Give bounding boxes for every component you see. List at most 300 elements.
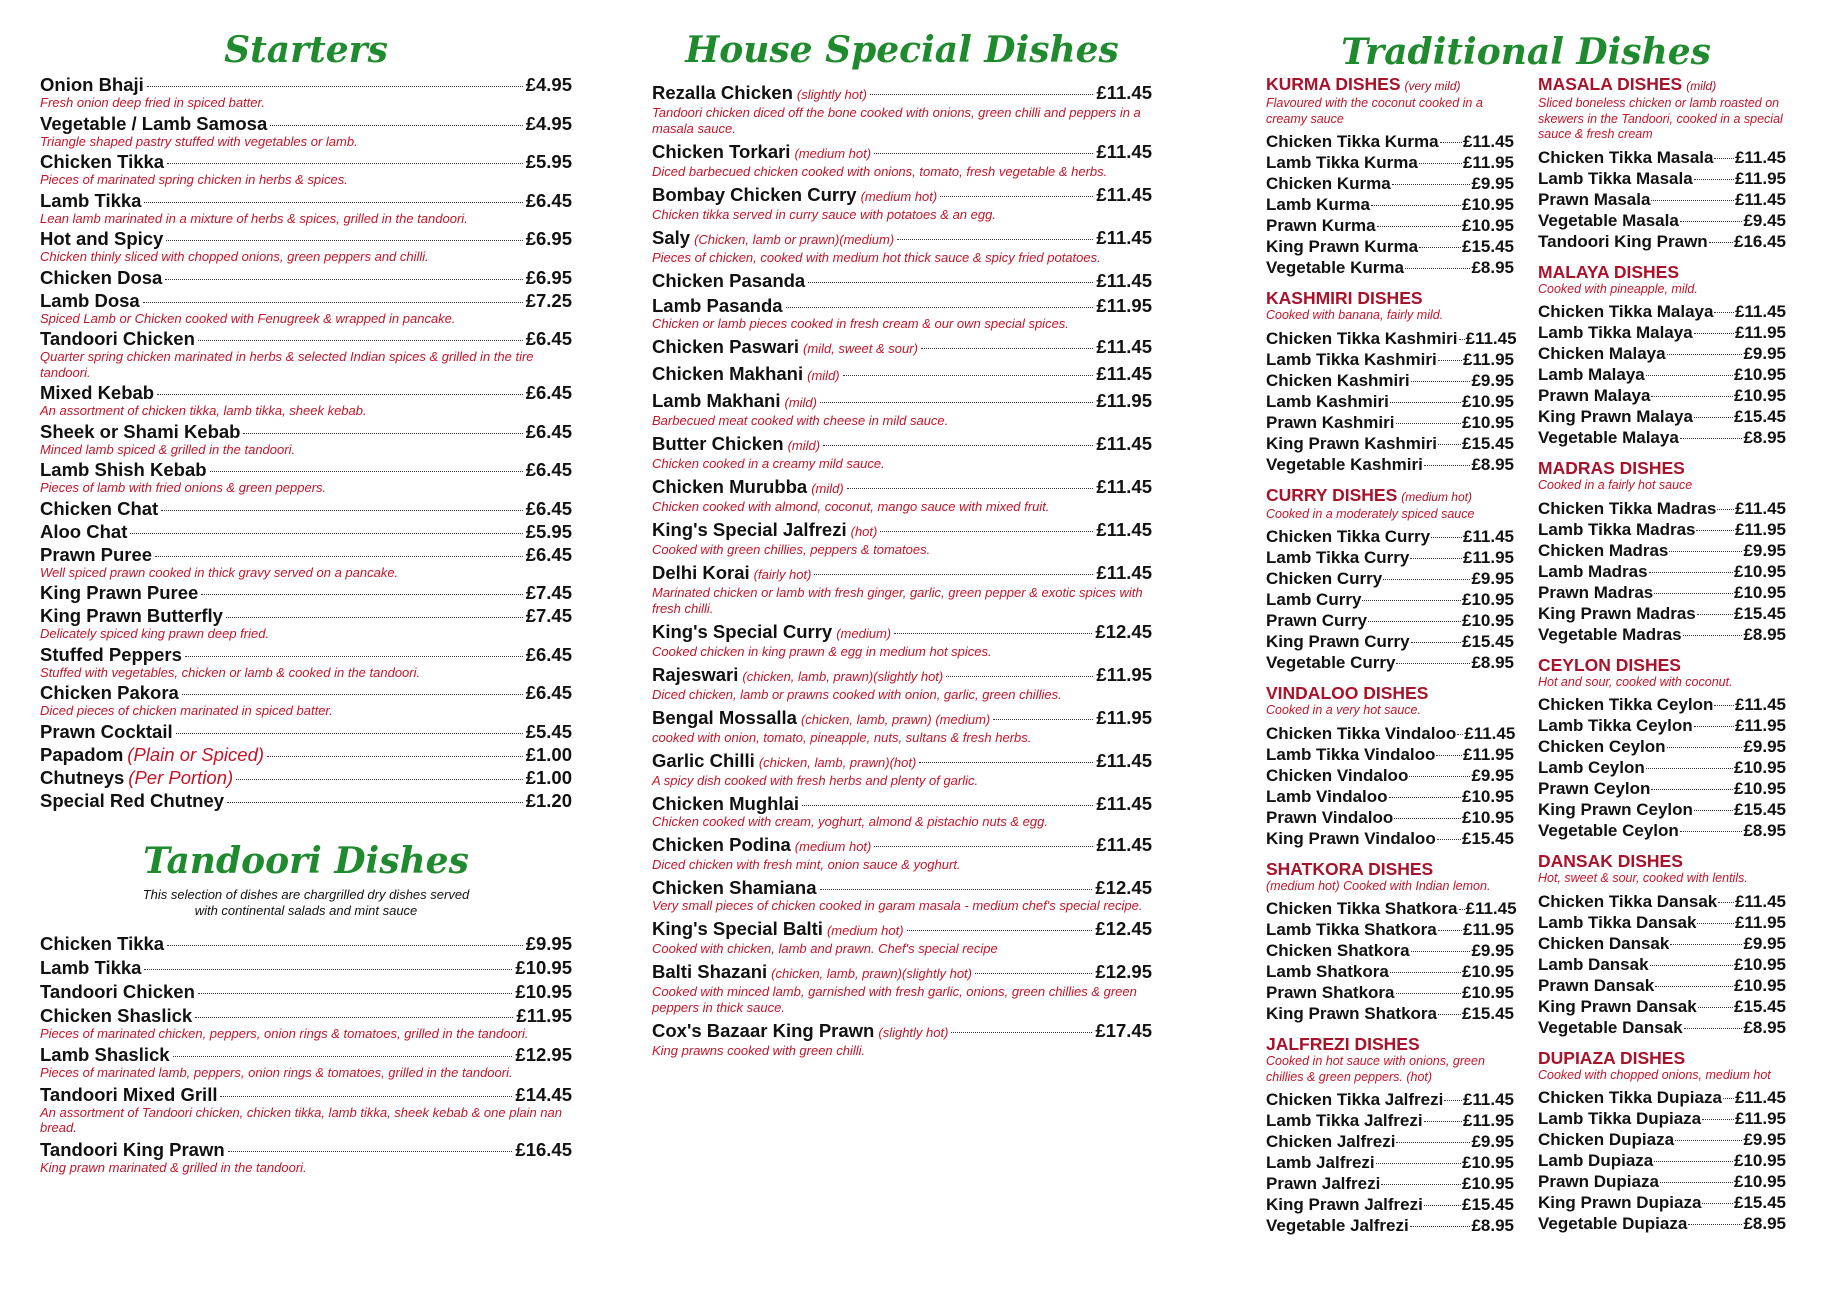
menu-item-row	[1266, 1173, 1514, 1194]
item-price: £11.95	[1462, 1111, 1514, 1130]
item-price: £10.95	[1462, 195, 1514, 214]
menu-item-row	[40, 1139, 572, 1160]
dot-leader	[1649, 572, 1733, 573]
menu-item	[40, 721, 572, 742]
item-description: A spicy dish cooked with fresh herbs and plenty of garlic.	[652, 773, 979, 788]
item-price: £11.45	[1096, 82, 1152, 103]
menu-item-row	[1266, 370, 1514, 391]
item-price: £15.45	[1462, 1195, 1514, 1214]
dot-leader	[1424, 1205, 1461, 1206]
item-price: £11.45	[1462, 1090, 1514, 1109]
dot-leader	[1655, 986, 1733, 987]
menu-item-row	[1538, 498, 1786, 519]
item-price: £8.95	[1743, 428, 1786, 447]
item-price: £6.45	[525, 497, 572, 519]
menu-item-row	[1266, 652, 1514, 673]
item-name: Lamb Dupiaza	[1538, 1151, 1654, 1170]
menu-item-row	[40, 682, 572, 703]
item-name: Lamb Tikka Dupiaza	[1538, 1109, 1702, 1128]
item-name: Chicken Pakora	[40, 682, 179, 703]
starters-title: Starters	[224, 29, 388, 71]
item-price: £15.45	[1734, 407, 1786, 426]
menu-item-row	[1538, 540, 1786, 561]
menu-item-row	[1266, 391, 1514, 412]
item-price: £10.95	[1462, 391, 1514, 411]
item-price: £5.45	[525, 720, 572, 742]
item-name: Chicken Curry	[1266, 569, 1383, 588]
menu-item-row	[1266, 1215, 1514, 1236]
item-name: Lamb Pasanda	[652, 295, 783, 316]
dot-leader	[993, 719, 1093, 720]
item-description: Tandoori chicken diced off the bone cooked with onions, green chilli and peppers in a masala sauce.	[652, 105, 1141, 136]
menu-item	[40, 767, 572, 788]
menu-item-row	[652, 476, 1152, 499]
item-note: (medium hot)	[794, 146, 872, 161]
item-description: Cooked with chicken, lamb and prawn. Chef's special recipe	[652, 941, 998, 956]
item-name: Chicken Jalfrezi	[1266, 1132, 1396, 1151]
dish-category	[1538, 458, 1786, 645]
dot-leader	[147, 86, 523, 87]
menu-item-row	[1266, 940, 1514, 961]
item-name: Rezalla Chicken	[652, 82, 793, 103]
category-heading	[1538, 458, 1786, 478]
item-price: £11.95	[1096, 390, 1152, 411]
item-name: Lamb Tikka Kurma	[1266, 153, 1418, 172]
menu-item	[40, 113, 572, 150]
menu-item-row	[1266, 257, 1514, 278]
item-note: (mild)	[784, 395, 817, 410]
category-description: Cooked with banana, fairly mild.	[1266, 308, 1444, 322]
dot-leader	[1419, 247, 1461, 248]
item-price: £10.95	[1734, 365, 1786, 384]
item-name: Lamb Shish Kebab	[40, 459, 207, 480]
menu-item-row	[40, 459, 572, 480]
dot-leader	[195, 1017, 513, 1018]
menu-item-row	[40, 767, 572, 788]
category-name: CURRY DISHES	[1266, 484, 1398, 505]
dot-leader	[1718, 902, 1734, 903]
menu-item-row	[1266, 723, 1514, 744]
traditional-title: Traditional Dishes	[1341, 31, 1711, 73]
item-name: Lamb Shatkora	[1266, 962, 1389, 981]
item-price: £11.45	[1462, 132, 1514, 151]
item-name: King Prawn Kurma	[1266, 237, 1419, 256]
menu-item-row	[1538, 1213, 1786, 1234]
item-price: £10.95	[1462, 1153, 1514, 1172]
dot-leader	[951, 1032, 1092, 1033]
item-name: Chicken Makhani	[652, 363, 804, 384]
item-name: Prawn Jalfrezi	[1266, 1174, 1381, 1193]
dot-leader	[1396, 663, 1470, 664]
menu-item-row	[1266, 454, 1514, 475]
menu-item-row	[40, 1005, 572, 1026]
item-price: £10.95	[515, 980, 572, 1002]
dot-leader	[1392, 184, 1471, 185]
dot-leader	[1381, 1184, 1461, 1185]
menu-item-row	[652, 390, 1152, 413]
item-note: (chicken, lamb, prawn)(slightly hot)	[771, 966, 972, 981]
menu-item-row	[1538, 912, 1786, 933]
menu-item-row	[40, 957, 572, 978]
dot-leader	[1389, 797, 1461, 798]
item-price: £16.45	[515, 1138, 572, 1160]
item-name: Butter Chicken	[652, 433, 784, 454]
dot-leader	[227, 802, 523, 803]
item-name: King Prawn Puree	[40, 582, 199, 603]
menu-item-row	[1538, 322, 1786, 343]
dot-leader	[1654, 593, 1733, 594]
item-price: £10.95	[1734, 758, 1786, 777]
menu-item-row	[40, 744, 572, 765]
item-price: £12.45	[1095, 621, 1152, 642]
item-price: £15.45	[1462, 632, 1514, 651]
dot-leader	[1396, 1142, 1470, 1143]
dot-leader	[1694, 179, 1734, 180]
item-name: Chicken Tikka Shatkora	[1266, 899, 1458, 918]
item-name: King Prawn Malaya	[1538, 407, 1693, 426]
item-name: Chicken Tikka Vindaloo	[1266, 723, 1457, 743]
item-name: Chicken Shaslick	[40, 1004, 193, 1026]
item-price: £9.95	[1471, 765, 1514, 785]
menu-item	[40, 644, 572, 681]
item-price: £11.45	[1734, 695, 1786, 714]
dot-leader	[1411, 381, 1471, 382]
category-name: MADRAS DISHES	[1538, 458, 1685, 478]
menu-item-row	[40, 498, 572, 519]
menu-item-row	[40, 382, 572, 403]
item-price: £6.45	[525, 382, 572, 403]
dot-leader	[1457, 734, 1463, 735]
item-name: Chicken Shatkora	[1266, 941, 1410, 960]
menu-item	[40, 74, 572, 111]
item-name: Chicken Tikka Masala	[1538, 147, 1714, 167]
menu-item-row	[1538, 364, 1786, 385]
menu-item-row	[1266, 526, 1514, 547]
menu-item-row	[1266, 919, 1514, 940]
dot-leader	[1646, 768, 1733, 769]
dot-leader	[1723, 1098, 1734, 1099]
item-name: Chicken Tikka Kashmiri	[1266, 328, 1458, 348]
menu-item-row	[652, 184, 1152, 207]
item-price: £9.95	[1743, 933, 1786, 953]
item-name: Lamb Curry	[1266, 590, 1362, 609]
category-description: Cooked in a fairly hot sauce	[1538, 478, 1693, 492]
menu-item-row	[1266, 610, 1514, 631]
menu-item-row	[40, 228, 572, 249]
item-name: Mixed Kebab	[40, 382, 155, 403]
category-heading	[1538, 1048, 1786, 1068]
item-description: Diced chicken, lamb or prawns cooked with onion, garlic, green chillies.	[652, 687, 1062, 702]
item-price: £6.45	[525, 682, 572, 703]
item-name: Chicken Malaya	[1538, 344, 1666, 363]
menu-item-row	[1538, 1150, 1786, 1171]
item-description: King prawns cooked with green chilli.	[652, 1043, 866, 1058]
category-heading	[1266, 859, 1514, 879]
dot-leader	[1650, 965, 1733, 966]
item-price: £7.25	[525, 289, 572, 311]
dot-leader	[1702, 1203, 1733, 1204]
item-name: Lamb Ceylon	[1538, 758, 1645, 777]
menu-item-row	[1266, 765, 1514, 786]
menu-item-row	[1538, 231, 1786, 252]
item-price: £10.95	[1462, 962, 1514, 981]
item-name: Lamb Tikka Dansak	[1538, 912, 1697, 932]
menu-item	[40, 498, 572, 519]
item-price: £11.95	[1734, 519, 1786, 539]
menu-item	[40, 328, 572, 380]
menu-item-row	[40, 290, 572, 311]
dot-leader	[847, 488, 1094, 489]
menu-item-row	[1266, 786, 1514, 807]
menu-item-row	[1538, 603, 1786, 624]
item-price: £15.45	[1734, 603, 1786, 623]
item-name: Lamb Makhani	[652, 390, 781, 411]
item-price: £10.95	[1462, 216, 1514, 235]
item-name: Chicken Madras	[1538, 540, 1669, 560]
item-price: £9.95	[1471, 569, 1514, 588]
menu-item-row	[1538, 778, 1786, 799]
dot-leader	[226, 617, 523, 618]
item-price: £11.95	[1096, 707, 1152, 728]
dot-leader	[1419, 163, 1462, 164]
item-name: Vegetable Dansak	[1538, 1017, 1683, 1037]
dish-category	[1266, 683, 1514, 849]
category-heading	[1266, 1034, 1514, 1054]
item-price: £10.95	[1462, 590, 1514, 609]
item-name: Lamb Tikka Madras	[1538, 519, 1696, 539]
right-column	[1266, 0, 1786, 1246]
menu-item	[652, 918, 1152, 957]
menu-item	[40, 1005, 572, 1042]
category-heading	[1266, 288, 1514, 308]
menu-item	[40, 459, 572, 496]
item-name: Chicken Dansak	[1538, 933, 1670, 953]
menu-item	[652, 834, 1152, 873]
menu-item-row	[652, 961, 1152, 984]
item-name: Chicken Tikka Madras	[1538, 498, 1717, 518]
item-name: Lamb Madras	[1538, 561, 1648, 581]
dish-category	[1538, 262, 1786, 449]
menu-item-row	[1266, 898, 1517, 919]
item-name: Lamb Tikka Shatkora	[1266, 920, 1437, 939]
starters-list	[40, 74, 572, 811]
item-description: Fresh onion deep fried in spiced batter.	[40, 95, 265, 110]
menu-item-row	[652, 664, 1152, 687]
dish-category	[1538, 655, 1786, 842]
item-price: £6.45	[525, 189, 572, 211]
menu-item	[40, 151, 572, 188]
item-name: Vegetable Malaya	[1538, 428, 1679, 447]
item-price: £9.95	[1471, 1132, 1514, 1151]
dot-leader	[1714, 312, 1733, 313]
item-name: Lamb Dansak	[1538, 954, 1649, 974]
item-description: Chicken tikka served in curry sauce with potatoes & an egg.	[652, 207, 996, 222]
menu-item-row	[40, 790, 572, 811]
dot-leader	[1651, 789, 1733, 790]
menu-item	[652, 433, 1152, 472]
item-name: Balti Shazani	[652, 961, 768, 982]
item-name: King Prawn Curry	[1266, 632, 1410, 651]
item-price: £8.95	[1743, 624, 1786, 644]
menu-item-row	[1266, 1152, 1514, 1173]
dot-leader	[1410, 558, 1462, 559]
item-name: Vegetable Masala	[1538, 210, 1679, 230]
dot-leader	[176, 733, 523, 734]
item-name: King Prawn Dansak	[1538, 996, 1697, 1016]
item-price: £11.45	[1734, 302, 1786, 321]
category-heading	[1266, 485, 1514, 507]
dot-leader	[1683, 635, 1743, 636]
item-name: Lamb Kashmiri	[1266, 391, 1389, 411]
item-note: (medium hot)	[860, 189, 938, 204]
item-note: (mild)	[807, 368, 840, 383]
category-name: VINDALOO DISHES	[1266, 683, 1429, 703]
menu-item	[652, 476, 1152, 515]
menu-item-row	[1266, 328, 1517, 349]
menu-item-row	[1538, 406, 1786, 427]
category-description: Cooked in hot sauce with onions, green chillies & green peppers. (hot)	[1266, 1054, 1485, 1084]
category-description: Sliced boneless chicken or lamb roasted on skewers in the Tandoori, cooked in a special sauce & fresh cream	[1538, 96, 1783, 141]
menu-item-row	[1538, 427, 1786, 448]
traditional-left-column	[1266, 74, 1517, 1246]
dot-leader	[1660, 1182, 1733, 1183]
item-price: £11.95	[1734, 1109, 1786, 1128]
menu-item-row	[40, 1084, 572, 1105]
dot-leader	[243, 433, 522, 434]
category-heading	[1538, 851, 1786, 871]
item-name: Tandoori Mixed Grill	[40, 1083, 218, 1105]
dot-leader	[1410, 1226, 1471, 1227]
menu-item-row	[40, 933, 572, 954]
dot-leader	[167, 945, 523, 946]
item-name: Chicken Tikka Dansak	[1538, 891, 1718, 911]
item-price: £11.95	[1734, 168, 1786, 188]
menu-item-row	[1538, 147, 1786, 168]
item-price: £9.95	[1743, 540, 1786, 560]
category-name: MASALA DISHES	[1538, 74, 1683, 94]
menu-item-row	[40, 1044, 572, 1065]
category-heading	[1538, 655, 1786, 675]
item-price: £11.95	[1096, 295, 1152, 316]
dot-leader	[1405, 268, 1471, 269]
menu-item-row	[1538, 210, 1786, 231]
menu-item	[652, 270, 1152, 291]
menu-item	[40, 290, 572, 327]
menu-item	[40, 957, 572, 978]
menu-item-row	[1266, 215, 1514, 236]
item-price: £11.95	[516, 1004, 572, 1026]
menu-item-row	[652, 433, 1152, 456]
item-name: Prawn Kurma	[1266, 216, 1376, 235]
dot-leader	[1424, 1121, 1462, 1122]
item-name: Lamb Dosa	[40, 289, 140, 311]
dot-leader	[1680, 831, 1743, 832]
item-name: King Prawn Butterfly	[40, 605, 223, 626]
menu-item-row	[40, 605, 572, 626]
item-name: Lamb Tikka Kashmiri	[1266, 349, 1437, 369]
dot-leader	[870, 94, 1093, 95]
dot-leader	[1383, 579, 1470, 580]
item-name: Chicken Tikka	[40, 151, 165, 172]
item-description: Diced chicken with fresh mint, onion sauce & yoghurt.	[652, 857, 961, 872]
category-heading	[1538, 262, 1786, 282]
menu-item-row	[652, 877, 1152, 898]
item-name: Prawn Ceylon	[1538, 779, 1651, 798]
dot-leader	[201, 594, 522, 595]
item-name: Tandoori Chicken	[40, 980, 195, 1002]
item-description: Minced lamb spiced & grilled in the tandoori.	[40, 441, 296, 457]
menu-item-row	[1538, 561, 1786, 582]
menu-item	[40, 544, 572, 581]
item-description: Spiced Lamb or Chicken cooked with Fenugreek & wrapped in pancake.	[40, 310, 456, 326]
dot-leader	[1411, 951, 1471, 952]
menu-item-row	[40, 544, 572, 565]
dot-leader	[166, 240, 522, 241]
menu-item-row	[40, 421, 572, 442]
item-name: Chicken Torkari	[652, 141, 791, 162]
item-price: £1.00	[525, 743, 572, 765]
category-description: Hot and sour, cooked with coconut.	[1538, 674, 1733, 689]
item-price: £9.95	[1743, 1130, 1786, 1149]
dot-leader	[173, 1056, 513, 1057]
menu-item-row	[1266, 807, 1514, 828]
item-description: Pieces of marinated lamb, peppers, onion rings & tomatoes, grilled in the tandoori.	[40, 1065, 513, 1080]
menu-item-row	[40, 113, 572, 134]
item-name: Lamb Tikka	[40, 189, 142, 211]
item-name: Lamb Tikka Curry	[1266, 548, 1410, 567]
item-name: King Prawn Kashmiri	[1266, 433, 1437, 453]
item-description: Barbecued meat cooked with cheese in mild sauce.	[652, 413, 949, 428]
item-price: £11.45	[1096, 270, 1152, 291]
menu-item	[652, 295, 1152, 332]
item-price: £11.45	[1096, 476, 1152, 497]
menu-item-row	[652, 336, 1152, 359]
item-price: £11.45	[1096, 184, 1152, 205]
menu-item-row	[1538, 933, 1786, 954]
dot-leader	[144, 202, 522, 203]
dot-leader	[1390, 402, 1461, 403]
dot-leader	[1459, 909, 1465, 910]
dish-category	[1266, 288, 1517, 475]
item-name: Prawn Cocktail	[40, 720, 173, 742]
dot-leader	[1377, 226, 1461, 227]
menu-item-row	[1266, 828, 1514, 849]
menu-item	[40, 744, 572, 765]
menu-item-row	[1538, 385, 1786, 406]
item-name: Hot and Spicy	[40, 228, 164, 249]
item-name: Delhi Korai	[652, 562, 750, 583]
menu-item-row	[1266, 547, 1514, 568]
menu-item-row	[40, 328, 572, 349]
menu-item	[652, 621, 1152, 660]
category-description: Cooked in a very hot sauce.	[1266, 703, 1421, 717]
menu-item-row	[652, 750, 1152, 773]
dot-leader	[182, 694, 523, 695]
dot-leader	[1390, 972, 1461, 973]
item-name: Tandoori King Prawn	[1538, 231, 1708, 251]
item-note: (mild)	[811, 481, 844, 496]
item-name: Prawn Masala	[1538, 189, 1651, 209]
menu-item	[40, 790, 572, 811]
menu-item-row	[652, 141, 1152, 164]
dot-leader	[144, 969, 512, 970]
category-name: KASHMIRI DISHES	[1266, 288, 1423, 308]
item-price: £14.45	[515, 1083, 572, 1105]
dot-leader	[1697, 614, 1733, 615]
menu-item	[652, 227, 1152, 266]
item-name: Lamb Shaslick	[40, 1044, 170, 1065]
dot-leader	[874, 846, 1093, 847]
